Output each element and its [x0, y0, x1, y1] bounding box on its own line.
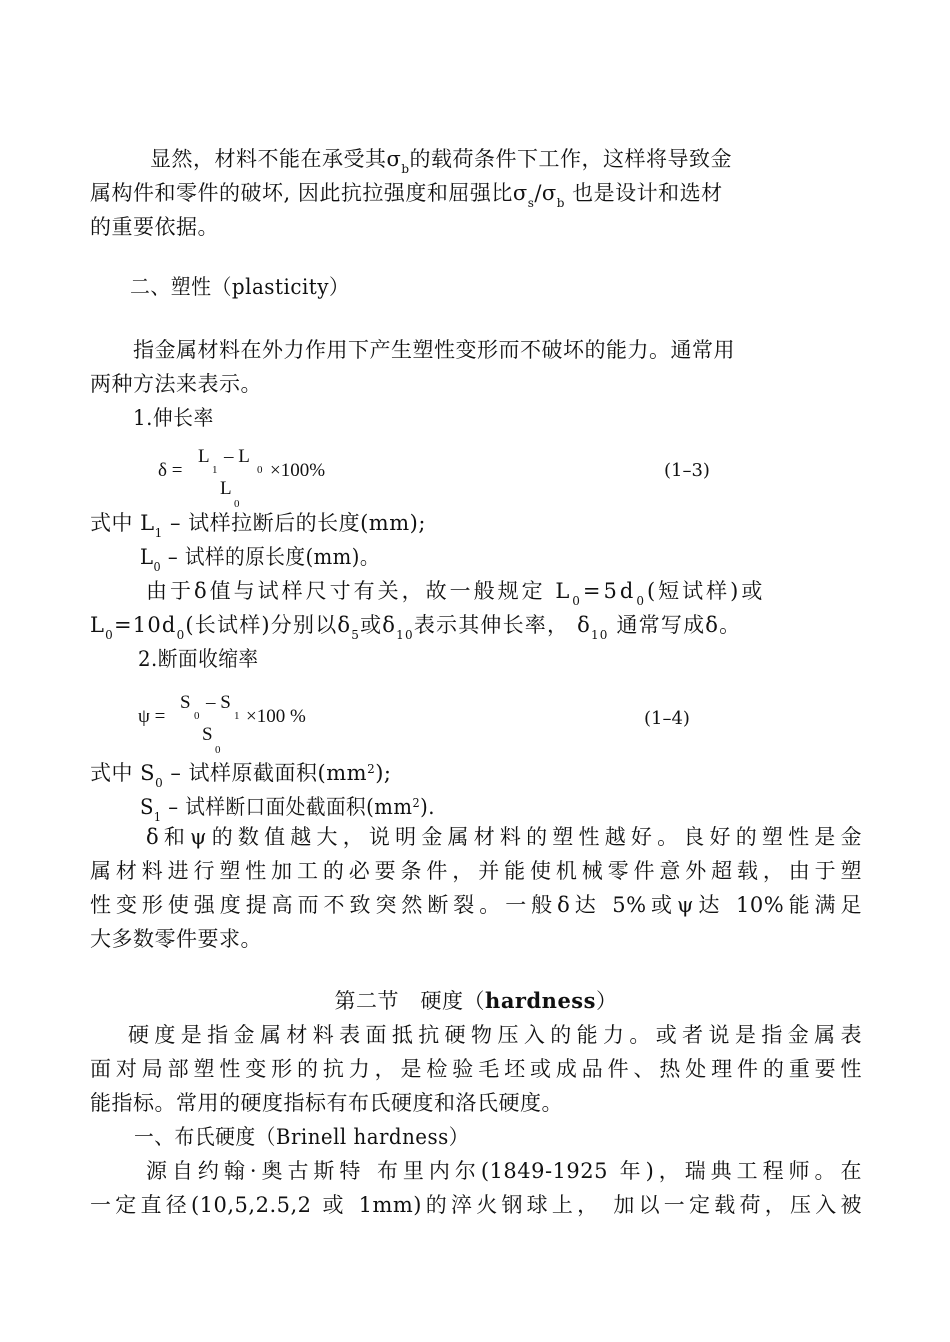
eq-den: L: [220, 478, 232, 499]
subscript: 0: [105, 628, 114, 642]
subscript: 10: [396, 628, 414, 642]
eq-lhs: δ =: [158, 460, 183, 481]
eq-num-a-sub: 1: [212, 464, 218, 476]
eq-times: ×100 %: [246, 706, 306, 727]
text: L: [140, 545, 154, 569]
text: 式中 S: [90, 761, 156, 785]
eq-den: S: [202, 724, 213, 745]
bold-text: hardness: [485, 988, 596, 1013]
text: 显然，材料不能在承受其σ: [150, 147, 402, 171]
text: =10d: [114, 613, 177, 637]
subscript: 1: [154, 526, 163, 540]
eq-num-a: S: [180, 692, 191, 713]
superscript: 2: [412, 796, 421, 810]
text: (长试样)分别以δ: [185, 613, 352, 637]
text: – 试样原截面积(mm: [163, 761, 368, 785]
paragraph-6-line-2: 一定直径(10,5,2.5,2 或 1mm)的淬火钢球上， 加以一定载荷，压入被: [90, 1193, 862, 1217]
text: 第二节 硬度（: [334, 989, 486, 1013]
text: 式中 L: [90, 511, 155, 535]
subscript: 0: [153, 560, 162, 574]
paragraph-2-line-1: 指金属材料在外力作用下产生塑性变形而不破坏的能力。通常用: [133, 338, 735, 362]
text: ）: [595, 989, 618, 1013]
paragraph-4-line-4: 大多数零件要求。: [90, 927, 262, 951]
eq-num-a: L: [198, 446, 210, 467]
equation-elongation: [158, 446, 458, 510]
subscript: 10: [590, 628, 609, 642]
equation-reduction: [138, 692, 438, 756]
paragraph-5-line-1: 硬度是指金属材料表面抵抗硬物压入的能力。或者说是指金属表: [128, 1023, 862, 1047]
text: /σ: [534, 181, 557, 205]
subscript: 0: [155, 776, 164, 790]
text: );: [375, 761, 392, 785]
text: 的载荷条件下工作，这样将导致金: [409, 147, 733, 171]
text: ).: [420, 795, 435, 819]
subscript: 5: [351, 628, 361, 642]
eq-num-b-sub: 1: [234, 710, 240, 722]
eq-den-sub: 0: [234, 498, 240, 510]
subscript: 0: [176, 628, 186, 642]
subscript: 1: [153, 810, 162, 824]
equation-number-1-3: (1–3): [664, 460, 710, 481]
equation-number-1-4: (1–4): [644, 708, 690, 729]
paragraph-6-line-1: 源自约翰·奥古斯特 布里内尔(1849-1925 年)，瑞典工程师。在: [146, 1159, 862, 1183]
paragraph-2-line-2: 两种方法来表示。: [90, 372, 262, 396]
subscript: 0: [636, 594, 647, 608]
text: S: [140, 795, 154, 819]
text: 表示其伸长率， δ: [413, 613, 591, 637]
heading-brinell: 一、布氏硬度（Brinell hardness）: [134, 1125, 470, 1149]
text: L: [90, 613, 106, 637]
paragraph-4-line-1: δ和ψ的数值越大，说明金属材料的塑性越好。良好的塑性是金: [146, 825, 862, 849]
subscript: 0: [572, 594, 583, 608]
paragraph-5-line-3: 能指标。常用的硬度指标有布氏硬度和洛氏硬度。: [90, 1091, 563, 1115]
text: – 试样拉断后的长度(mm);: [162, 511, 426, 535]
paragraph-4-line-2: 属材料进行塑性加工的必要条件，并能使机械零件意外超载，由于塑: [90, 859, 862, 883]
paragraph-1-line-3: 的重要依据。: [90, 215, 219, 239]
text: (短试样)或: [646, 579, 766, 603]
text: 或δ: [360, 613, 397, 637]
eq-num-b-sub: 0: [257, 464, 263, 476]
subscript: b: [401, 162, 410, 176]
text: – 试样的原长度(mm)。: [161, 545, 380, 569]
text: 属构件和零件的破坏, 因此抗拉强度和屈强比σ: [90, 181, 528, 205]
eq-den-sub: 0: [215, 744, 221, 756]
eq-num-b: – L: [224, 446, 250, 467]
text: =5d: [582, 579, 637, 603]
superscript: 2: [367, 762, 376, 776]
text: 由于δ值与试样尺寸有关，故一般规定 L: [146, 579, 573, 603]
eq-times: ×100%: [270, 460, 326, 481]
text: 也是设计和选材: [564, 181, 723, 205]
paragraph-4-line-3: 性变形使强度提高而不致突然断裂。一般δ达 5%或ψ达 10%能满足: [90, 893, 862, 917]
text: 通常写成δ。: [608, 613, 742, 637]
paragraph-5-line-2: 面对局部塑性变形的抗力，是检验毛坯或成品件、热处理件的重要性: [90, 1057, 862, 1081]
heading-plasticity: 二、塑性（plasticity）: [130, 275, 350, 299]
section-heading-hardness: [90, 984, 862, 1018]
item-reduction-of-area: 2.断面收缩率: [138, 647, 259, 671]
item-elongation: 1.伸长率: [133, 406, 214, 430]
text: – 试样断口面处截面积(mm: [161, 795, 413, 819]
subscript: b: [556, 196, 565, 210]
eq-lhs: ψ =: [138, 706, 166, 727]
eq-num-a-sub: 0: [194, 710, 200, 722]
eq-num-b: – S: [206, 692, 231, 713]
subscript: s: [527, 196, 535, 210]
